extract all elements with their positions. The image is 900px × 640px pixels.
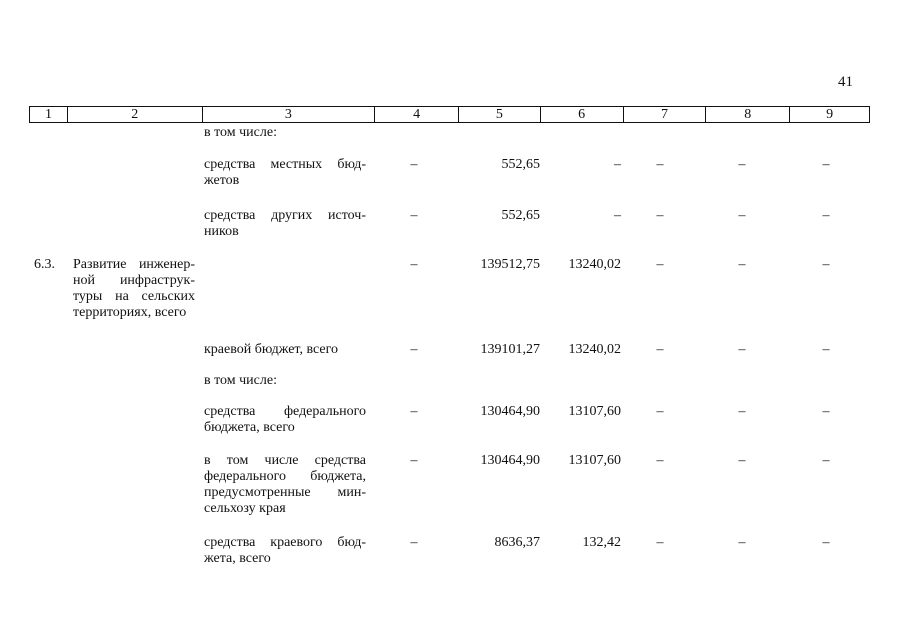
source-cell: в том числе: — [204, 373, 277, 388]
source-cell: в том числе средства федерального бюджета, предусмотренные мин-сельхозу края — [204, 453, 366, 516]
value-col-9: – — [822, 453, 830, 468]
header-col-1: 1 — [30, 107, 68, 122]
value-col-7: – — [656, 453, 664, 468]
source-cell: краевой бюджет, всего — [204, 342, 339, 357]
value-col-6: 13240,02 — [568, 342, 621, 357]
value-col-5: 130464,90 — [480, 404, 540, 419]
value-col-4: – — [410, 257, 418, 272]
value-col-6: 132,42 — [582, 535, 621, 550]
source-cell: средства краевого бюд-жета, всего — [204, 535, 366, 566]
item-name: Развитие инженер-ной инфраструк-туры на сельских территориях, всего — [73, 257, 195, 320]
value-col-5: 139512,75 — [480, 257, 540, 272]
item-number: 6.3. — [34, 257, 55, 272]
source-cell: в том числе: — [204, 125, 277, 140]
source-cell: средства местных бюд-жетов — [204, 157, 366, 188]
page-number: 41 — [838, 74, 853, 90]
value-col-6: 13107,60 — [568, 404, 621, 419]
value-col-8: – — [738, 342, 746, 357]
value-col-7: – — [656, 342, 664, 357]
value-col-7: – — [656, 404, 664, 419]
value-col-4: – — [410, 535, 418, 550]
value-col-7: – — [656, 257, 664, 272]
value-col-9: – — [822, 342, 830, 357]
value-col-5: 139101,27 — [480, 342, 540, 357]
table-header-row — [29, 106, 870, 123]
value-col-5: 130464,90 — [480, 453, 540, 468]
value-col-6: 13107,60 — [568, 453, 621, 468]
value-col-9: – — [822, 208, 830, 223]
header-col-5: 5 — [459, 107, 541, 122]
header-col-2: 2 — [68, 107, 203, 122]
value-col-7: – — [656, 208, 664, 223]
header-col-4: 4 — [375, 107, 459, 122]
header-col-6: 6 — [541, 107, 624, 122]
value-col-4: – — [410, 157, 418, 172]
header-col-8: 8 — [706, 107, 790, 122]
value-col-4: – — [410, 342, 418, 357]
value-col-5: 552,65 — [501, 157, 540, 172]
source-cell: средства других источ-ников — [204, 208, 366, 239]
value-col-7: – — [656, 535, 664, 550]
value-col-9: – — [822, 404, 830, 419]
value-col-9: – — [822, 535, 830, 550]
value-col-9: – — [822, 257, 830, 272]
value-col-4: – — [410, 453, 418, 468]
value-col-5: 552,65 — [501, 208, 540, 223]
value-col-7: – — [656, 157, 664, 172]
value-col-6: – — [614, 157, 621, 172]
header-col-7: 7 — [624, 107, 707, 122]
value-col-8: – — [738, 453, 746, 468]
value-col-8: – — [738, 257, 746, 272]
value-col-8: – — [738, 157, 746, 172]
value-col-5: 8636,37 — [494, 535, 540, 550]
value-col-4: – — [410, 404, 418, 419]
value-col-9: – — [822, 157, 830, 172]
header-col-9: 9 — [826, 107, 834, 122]
value-col-8: – — [738, 535, 746, 550]
value-col-8: – — [738, 404, 746, 419]
value-col-8: – — [738, 208, 746, 223]
value-col-6: – — [614, 208, 621, 223]
header-col-3: 3 — [203, 107, 376, 122]
source-cell: средства федерального бюджета, всего — [204, 404, 366, 435]
value-col-6: 13240,02 — [568, 257, 621, 272]
value-col-4: – — [410, 208, 418, 223]
